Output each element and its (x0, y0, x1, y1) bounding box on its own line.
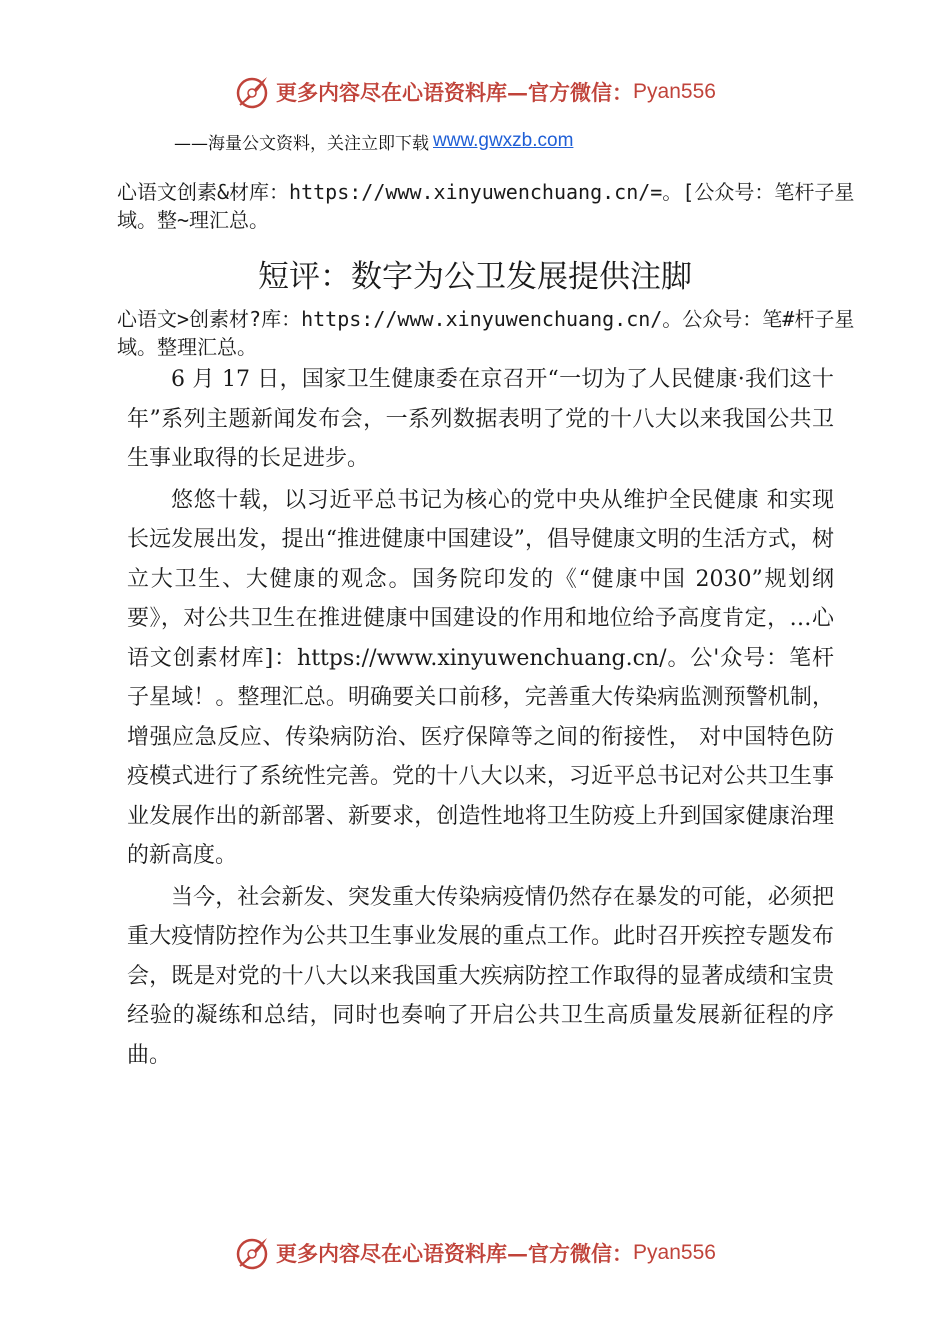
download-subline (174, 127, 573, 155)
footer-wechat-id: Pyan556 (633, 1241, 716, 1264)
quill-logo-icon (234, 74, 270, 110)
footer-banner-text: 更多内容尽在心语资料库—官方微信： (276, 1241, 634, 1266)
banner-text: 更多内容尽在心语资料库—官方微信： (276, 80, 634, 105)
banner-wechat-id: Pyan556 (633, 80, 716, 103)
article-title: 短评：数字为公卫发展提供注脚 (258, 259, 692, 295)
paragraph: 悠悠十载，以习近平总书记为核心的党中央从维护全民健康 和实现长远发展出发，提出“推进健康中国建设”，倡导健康文明的生活方式，树立大卫生、大健康的观念。国务院印发的《“健康中国 2030”规划纲要》，对公共卫生在推进健康中国建设的作用和地位给予高度肯定，…心语文创素材库]：https://www.xinyuwenchuang.cn/。公'众号：笔杆子星域！。整理汇总。明确要关口前移，完善重大传染病监测预警机制，增强应急反应、传染病防治、医疗保障等之间的衔接性， 对中国特色防疫模式进行了系统性完善。党的十八大以来，习近平总书记对公共卫生事业发展作出的新部署、新要求，创造性地将卫生防疫上升到国家健康治理的新高度。 (127, 487, 834, 868)
bottom-banner (0, 1233, 950, 1273)
paragraph: 6 月 17 日，国家卫生健康委在京召开“一切为了人民健康·我们这十年”系列主题新闻发布会，一系列数据表明了党的十八大以来我国公共卫生事业取得的长足进步。 (127, 367, 834, 471)
watermark-text-top: 心语文创素&材库：https://www.xinyuwenchuang.cn/=。[公众号：笔杆子星域。整~理汇总。 (117, 180, 855, 232)
top-banner (0, 72, 950, 112)
quill-logo-icon (234, 1235, 270, 1271)
subline-text: ——海量公文资料，关注立即下载 (174, 133, 429, 154)
paragraph: 当今，社会新发、突发重大传染病疫情仍然存在暴发的可能，必须把重大疫情防控作为公共卫生事业发展的重点工作。此时召开疾控专题发布会，既是对党的十八大以来我国重大疾病防控工作取得的显著成绩和宝贵经验的凝练和总结，同时也奏响了开启公共卫生高质量发展新征程的序曲。 (127, 884, 834, 1068)
article-body (127, 360, 834, 1075)
website-link[interactable]: www.gwxzb.com (433, 130, 574, 151)
watermark-text-under-title: 心语文>创素材?库：https://www.xinyuwenchuang.cn/。公众号：笔#杆子星域。整理汇总。 (117, 307, 855, 359)
